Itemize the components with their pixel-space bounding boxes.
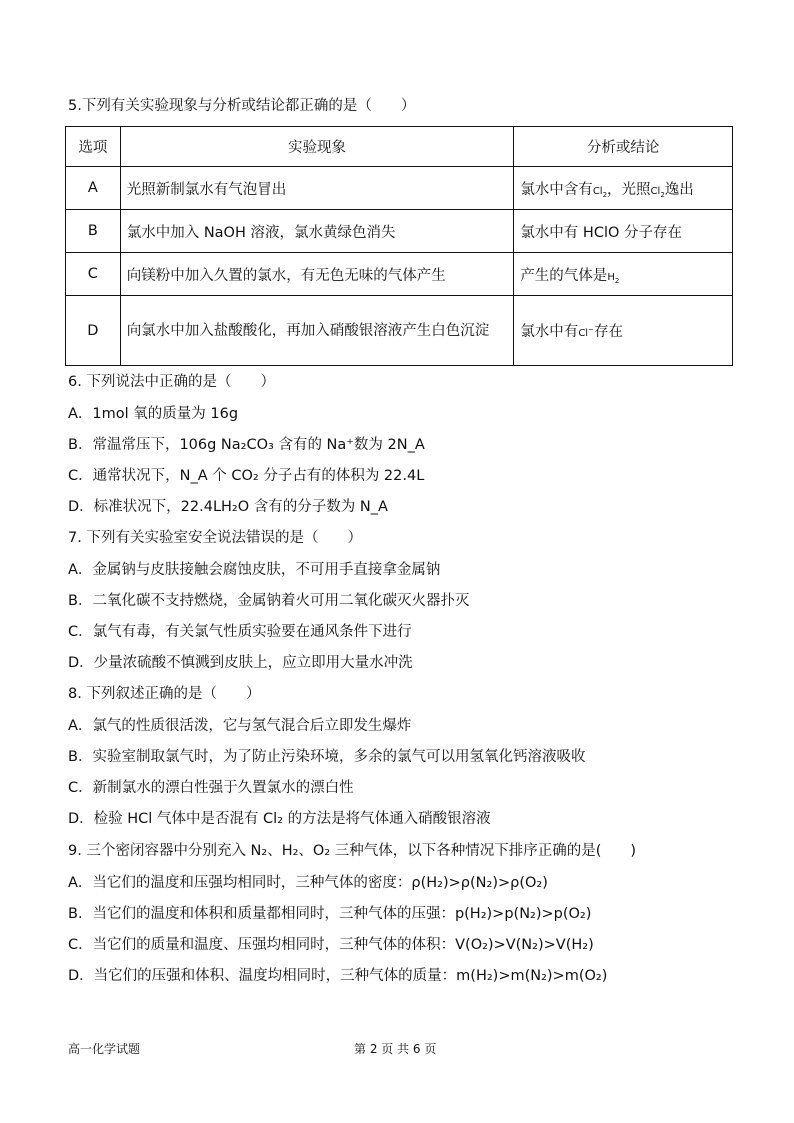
header-option: 选项 (66, 127, 121, 167)
h2-formula: $H_2$ (607, 271, 620, 285)
q9-option-d: D．当它们的压强和体积、温度均相同时，三种气体的质量：m(H₂)>m(N₂)>m(O₂) (68, 968, 608, 984)
experiment-table (65, 126, 733, 366)
cl2-formula: $Cl_2$ (592, 185, 608, 199)
table-row (66, 253, 733, 296)
q7-option-c: C．氯气有毒，有关氯气性质实验要在通风条件下进行 (68, 624, 412, 640)
q6-option-b: B．常温常压下，106g Na₂CO₃ 含有的 Na⁺数为 2N_A (68, 437, 425, 453)
q8-stem: 8. 下列叙述正确的是（ ） (68, 686, 261, 702)
q6-option-c: C．通常状况下，N_A 个 CO₂ 分子占有的体积为 22.4L (68, 468, 425, 484)
table-row (66, 296, 733, 366)
q6-stem: 6. 下列说法中正确的是（ ） (68, 374, 275, 390)
row-conclusion: 产生的气体是$H_2$ (514, 253, 733, 296)
q6-option-d: D．标准状况下，22.4LH₂O 含有的分子数为 N_A (68, 499, 388, 515)
q6-option-a: A．1mol 氧的质量为 16g (68, 406, 239, 422)
q8-option-b: B．实验室制取氯气时，为了防止污染环境，多余的氯气可以用氢氧化钙溶液吸收 (68, 749, 586, 765)
cl2-formula: $Cl_2$ (650, 185, 665, 199)
table-header-row (66, 127, 733, 167)
row-conclusion: 氯水中有Cl−存在 (514, 296, 733, 366)
footer-subject: 高一化学试题 (68, 1042, 141, 1056)
row-option: D (66, 296, 121, 366)
row-phenomenon: 光照新制氯水有气泡冒出 (120, 167, 514, 210)
cl-ion-formula: Cl− (578, 325, 594, 339)
header-phenomenon: 实验现象 (120, 127, 514, 167)
q9-option-b: B．当它们的温度和体积和质量都相同时，三种气体的压强：p(H₂)>p(N₂)>p(O₂) (68, 906, 592, 922)
q9-option-a: A．当它们的温度和压强均相同时，三种气体的密度：ρ(H₂)>ρ(N₂)>ρ(O₂) (68, 875, 548, 891)
row-phenomenon: 向氯水中加入盐酸酸化，再加入硝酸银溶液产生白色沉淀 (120, 296, 514, 366)
q7-option-d: D．少量浓硫酸不慎溅到皮肤上，应立即用大量水冲洗 (68, 655, 413, 671)
row-option: B (66, 210, 121, 253)
q5-stem: 5.下列有关实验现象与分析或结论都正确的是（ ） (68, 98, 416, 114)
q8-option-c: C．新制氯水的漂白性强于久置氯水的漂白性 (68, 780, 354, 796)
q7-option-a: A．金属钠与皮肤接触会腐蚀皮肤，不可用手直接拿金属钠 (68, 562, 441, 578)
q8-option-d: D．检验 HCl 气体中是否混有 Cl₂ 的方法是将气体通入硝酸银溶液 (68, 811, 491, 827)
header-conclusion: 分析或结论 (514, 127, 733, 167)
row-option: C (66, 253, 121, 296)
table-row (66, 167, 733, 210)
row-conclusion: 氯水中含有$Cl_2$，光照$Cl_2$逸出 (514, 167, 733, 210)
q8-option-a: A．氯气的性质很活泼，它与氢气混合后立即发生爆炸 (68, 718, 412, 734)
q9-stem: 9. 三个密闭容器中分别充入 N₂、H₂、O₂ 三种气体，以下各种情况下排序正确的是( ) (68, 843, 637, 859)
row-phenomenon: 氯水中加入 NaOH 溶液，氯水黄绿色消失 (120, 210, 514, 253)
q9-option-c: C．当它们的质量和温度、压强均相同时，三种气体的体积：V(O₂)>V(N₂)>V(H₂) (68, 937, 594, 953)
row-phenomenon: 向镁粉中加入久置的氯水，有无色无味的气体产生 (120, 253, 514, 296)
q7-option-b: B．二氧化碳不支持燃烧，金属钠着火可用二氧化碳灭火器扑灭 (68, 593, 470, 609)
footer-page-number: 第 2 页 共 6 页 (354, 1042, 437, 1056)
table-row (66, 210, 733, 253)
row-conclusion: 氯水中有 HClO 分子存在 (514, 210, 733, 253)
q7-stem: 7. 下列有关实验室安全说法错误的是（ ） (68, 530, 362, 546)
row-option: A (66, 167, 121, 210)
